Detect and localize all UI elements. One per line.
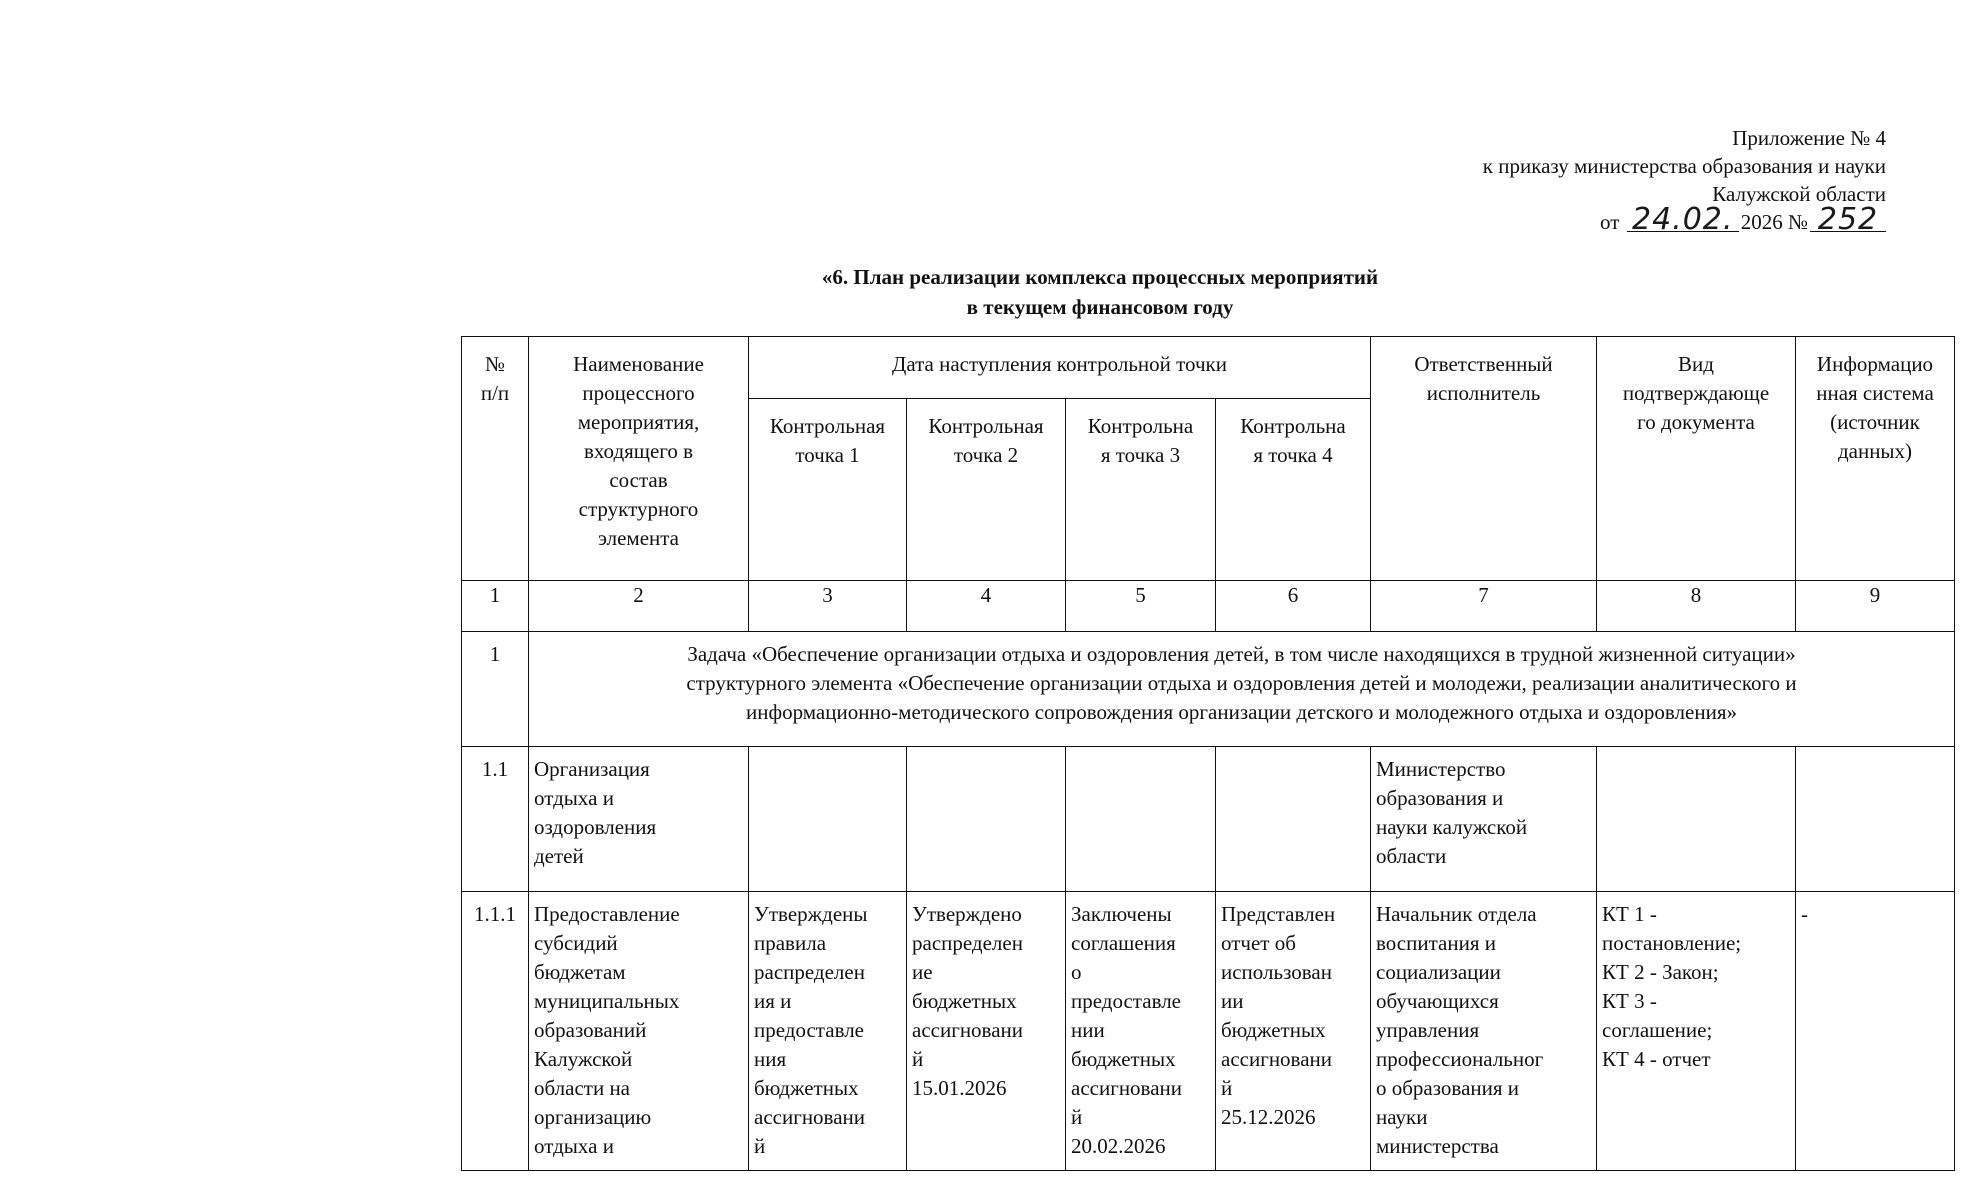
row-responsible: Начальник отдела воспитания и социализации обучающихся управления профессиональног о образования и науки министерства bbox=[1371, 892, 1597, 1171]
column-number: 4 bbox=[907, 581, 1066, 632]
row-kt2 bbox=[907, 747, 1066, 892]
row-responsible: Министерство образования и науки калужской области bbox=[1371, 747, 1597, 892]
header-kt3: Контрольна я точка 3 bbox=[1066, 399, 1216, 581]
title-line-1: «6. План реализации комплекса процессных мероприятий bbox=[821, 265, 1379, 289]
order-date-line bbox=[1483, 202, 1886, 237]
task-num: 1 bbox=[462, 632, 529, 747]
row-name: Организация отдыха и оздоровления детей bbox=[529, 747, 749, 892]
header-num: № п/п bbox=[462, 337, 529, 581]
region-label: Калужской области bbox=[1712, 182, 1886, 206]
handwritten-date: 24.02. bbox=[1627, 209, 1739, 232]
plan-table bbox=[461, 336, 1955, 1171]
header-name: Наименование процессного мероприятия, входящего в состав структурного элемента bbox=[529, 337, 749, 581]
column-number-row bbox=[462, 581, 1955, 632]
row-name: Предоставление субсидий бюджетам муниципальных образований Калужской области на организацию отдыха и bbox=[529, 892, 749, 1171]
row-doc-type: КТ 1 - постановление; КТ 2 - Закон; КТ 3 - соглашение; КТ 4 - отчет bbox=[1597, 892, 1796, 1171]
header-row bbox=[462, 337, 1955, 399]
number-label: № bbox=[1787, 210, 1808, 234]
header-kt4: Контрольна я точка 4 bbox=[1216, 399, 1371, 581]
title-line-2: в текущем финансовом году bbox=[966, 295, 1234, 319]
row-num: 1.1.1 bbox=[462, 892, 529, 1171]
table-row bbox=[462, 747, 1955, 892]
appendix-label: Приложение № 4 bbox=[1732, 126, 1886, 150]
header-date-group: Дата наступления контрольной точки bbox=[749, 337, 1371, 399]
order-reference: к приказу министерства образования и науки bbox=[1482, 154, 1886, 178]
row-kt4: Представлен отчет об использован ии бюджетных ассигновани й 25.12.2026 bbox=[1216, 892, 1371, 1171]
row-kt1 bbox=[749, 747, 907, 892]
row-kt3 bbox=[1066, 747, 1216, 892]
task-description: Задача «Обеспечение организации отдыха и оздоровления детей, в том числе находящихся в трудной жизненной ситуации» структурного элемента «Обеспечение организации отдыха и оздоровления детей и молодежи, реализации аналитического и информационно-методического сопровождения организации детского и молодежного отдыха и оздоровления» bbox=[529, 632, 1955, 747]
order-year: 2026 bbox=[1740, 210, 1783, 234]
header-responsible: Ответственный исполнитель bbox=[1371, 337, 1597, 581]
handwritten-order-number: 252 bbox=[1810, 209, 1886, 232]
row-kt1: Утверждены правила распределен ия и предоставле ния бюджетных ассигновани й bbox=[749, 892, 907, 1171]
approval-header bbox=[1483, 124, 1886, 236]
column-number: 1 bbox=[462, 581, 529, 632]
row-num: 1.1 bbox=[462, 747, 529, 892]
column-number: 5 bbox=[1066, 581, 1216, 632]
header-info-system: Информацио нная система (источник данных) bbox=[1796, 337, 1955, 581]
column-number: 8 bbox=[1597, 581, 1796, 632]
header-kt2: Контрольная точка 2 bbox=[907, 399, 1066, 581]
column-number: 2 bbox=[529, 581, 749, 632]
column-number: 7 bbox=[1371, 581, 1597, 632]
row-info-system bbox=[1796, 747, 1955, 892]
header-doc-type: Вид подтверждающе го документа bbox=[1597, 337, 1796, 581]
row-kt2: Утверждено распределен ие бюджетных ассигновани й 15.01.2026 bbox=[907, 892, 1066, 1171]
table-row bbox=[462, 892, 1955, 1171]
row-doc-type bbox=[1597, 747, 1796, 892]
column-number: 3 bbox=[749, 581, 907, 632]
column-number: 9 bbox=[1796, 581, 1955, 632]
header-kt1: Контрольная точка 1 bbox=[749, 399, 907, 581]
row-kt4 bbox=[1216, 747, 1371, 892]
column-number: 6 bbox=[1216, 581, 1371, 632]
row-info-system: - bbox=[1796, 892, 1955, 1171]
document-title bbox=[0, 262, 1976, 322]
row-kt3: Заключены соглашения о предоставле нии бюджетных ассигновани й 20.02.2026 bbox=[1066, 892, 1216, 1171]
from-label: от bbox=[1600, 210, 1620, 234]
task-row bbox=[462, 632, 1955, 747]
